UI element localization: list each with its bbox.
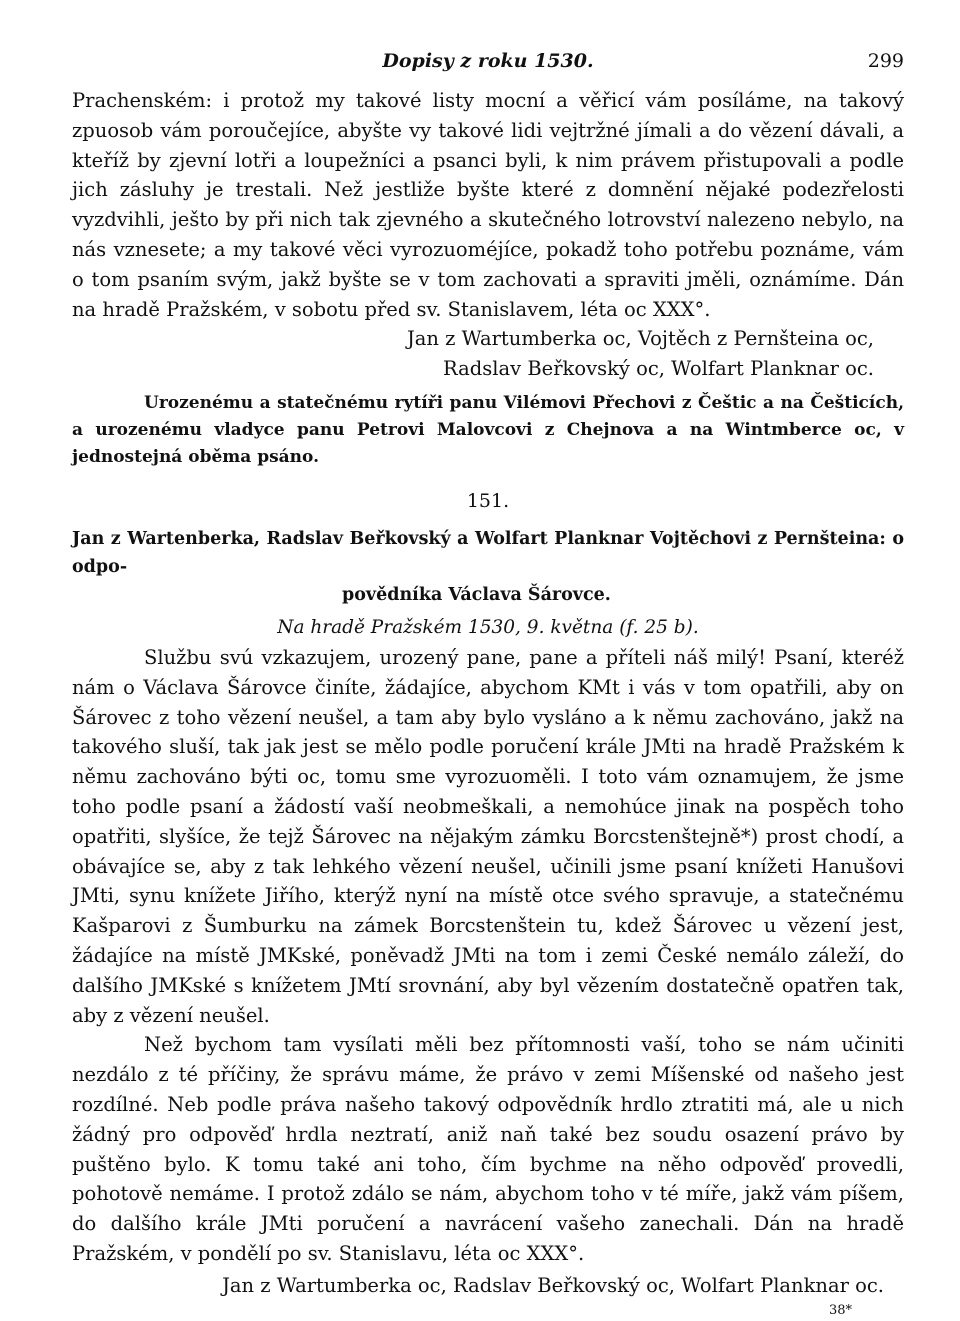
summary-line: Jan z Wartenberka, Radslav Beřkovský a Wolfart Planknar Vojtěchovi z Pernšteina: o odpo- bbox=[72, 528, 904, 577]
running-title: Dopisy z roku 1530. bbox=[382, 50, 594, 72]
sheet-mark: 38* bbox=[828, 1302, 852, 1318]
page-number: 299 bbox=[867, 50, 904, 72]
letter-paragraph: Než bychom tam vysílati měli bez přítomnosti vaší, toho se nám učiniti nezdálo z té příčiny, že správu máme, že právo v zemi Míšenské od našeho jest rozdílné. Neb podle práva našeho takový odpovědník hrdlo ztratiti má, ale u nich žádný pro odpověď hrdla neztratí, aniž naň také bez soudu osazení právo by puštěno bylo. K tomu také ani toho, čím bychme na něho odpověď provedli, pohotově nemáme. I protož zdálo se nám, abychom toho v té míře, jakž vám píšem, do dalšího krále JMti poručení a navrácení vašeho zanechali. Dán na hradě Pražském, v pondělí po sv. Stanislavu, léta oc XXX°. bbox=[72, 1033, 904, 1265]
signature-line: Jan z Wartumberka oc, Vojtěch z Pernšteina oc, bbox=[406, 327, 874, 351]
prev-letter-signatures bbox=[72, 324, 904, 384]
address-note: Urozenému a statečnému rytíři panu Vilémovi Přechovi z Češtic a na Češticích, a urozenému vladyce panu Petrovi Malovcovi z Chejnova a na Wintmberce oc, v jednostejná oběma psáno. bbox=[72, 392, 904, 467]
summary-line: povědníka Václava Šárovce. bbox=[342, 584, 611, 605]
letter-number: 151. bbox=[466, 489, 510, 512]
letter-summary bbox=[72, 525, 904, 609]
place-date: Na hradě Pražském 1530, 9. května (f. 25 b). bbox=[277, 616, 699, 638]
signature-line: Radslav Beřkovský oc, Wolfart Planknar oc. bbox=[443, 357, 874, 381]
letter-paragraph: Službu svú vzkazujem, urozený pane, pane a příteli náš milý! Psaní, kteréž nám o Václava Šárovce činíte, žádajíce, abychom KMt i vás v tom opatřili, aby on Šárovec z toho vězení neušel, a tam aby bylo vysláno a k němu zachováno, jakž na takového sluší, tak jak jest se mělo podle poručení krále JMti na hradě Pražském k němu zachováno býti oc, tomu sme vyrozuoměli. I toto vám oznamujem, že jsme toho podle psaní a žádostí vaší neobmeškali, a nemohúce jinak na pospěch toho opatřiti, slyšíce, že tejž Šárovec na nějakým zámku Borcstenštejně*) prost chodí, a obávajíce se, aby z tak lehkého vězení neušel, učinili jsme psaní knížeti Hanušovi JMti, synu knížete Jiřího, kterýž nyní na místě otce svého spravuje, a statečnému Kašparovi z Šumburku na zámek Borcstenštein tu, kdež Šárovec u vězení jest, žádajíce na místě JMKské, poněvadž JMti na tom i zemi České nemálo záleží, do dalšího JMKské s knížetem JMtí srovnání, aby byl vězením dostatečně opatřen tak, aby z vězení neušel. bbox=[72, 645, 904, 1027]
prev-letter-body: Prachenském: i protož my takové listy mocní a věřicí vám posíláme, na takový zpuosob vám poroučejíce, abyšte vy takové lidi vejtržné jímali a do vězení dávali, a kteříž by zjevní lotři a loupežníci a psanci byli, k nim právem přistupovali a podle jich zásluhy je trestali. Než jestliže byšte které z domnění nějaké podezřelosti vyzdvihli, ješto by při nich tak zjevného a skutečného lotrovství nalezeno nebylo, na nás vznesete; a my takové věci vyrozuoméjíce, pokadž toho potřebu poznáme, vám o tom psaním svým, jakž byšte se v tom zachovati a spraviti jměli, oznámíme. Dán na hradě Pražském, v sobotu před sv. Stanislavem, léta oc XXX°. bbox=[72, 89, 904, 321]
letter-signature: Jan z Wartumberka oc, Radslav Beřkovský oc, Wolfart Planknar oc. bbox=[222, 1273, 884, 1297]
running-header bbox=[72, 46, 904, 86]
page bbox=[72, 46, 904, 1321]
